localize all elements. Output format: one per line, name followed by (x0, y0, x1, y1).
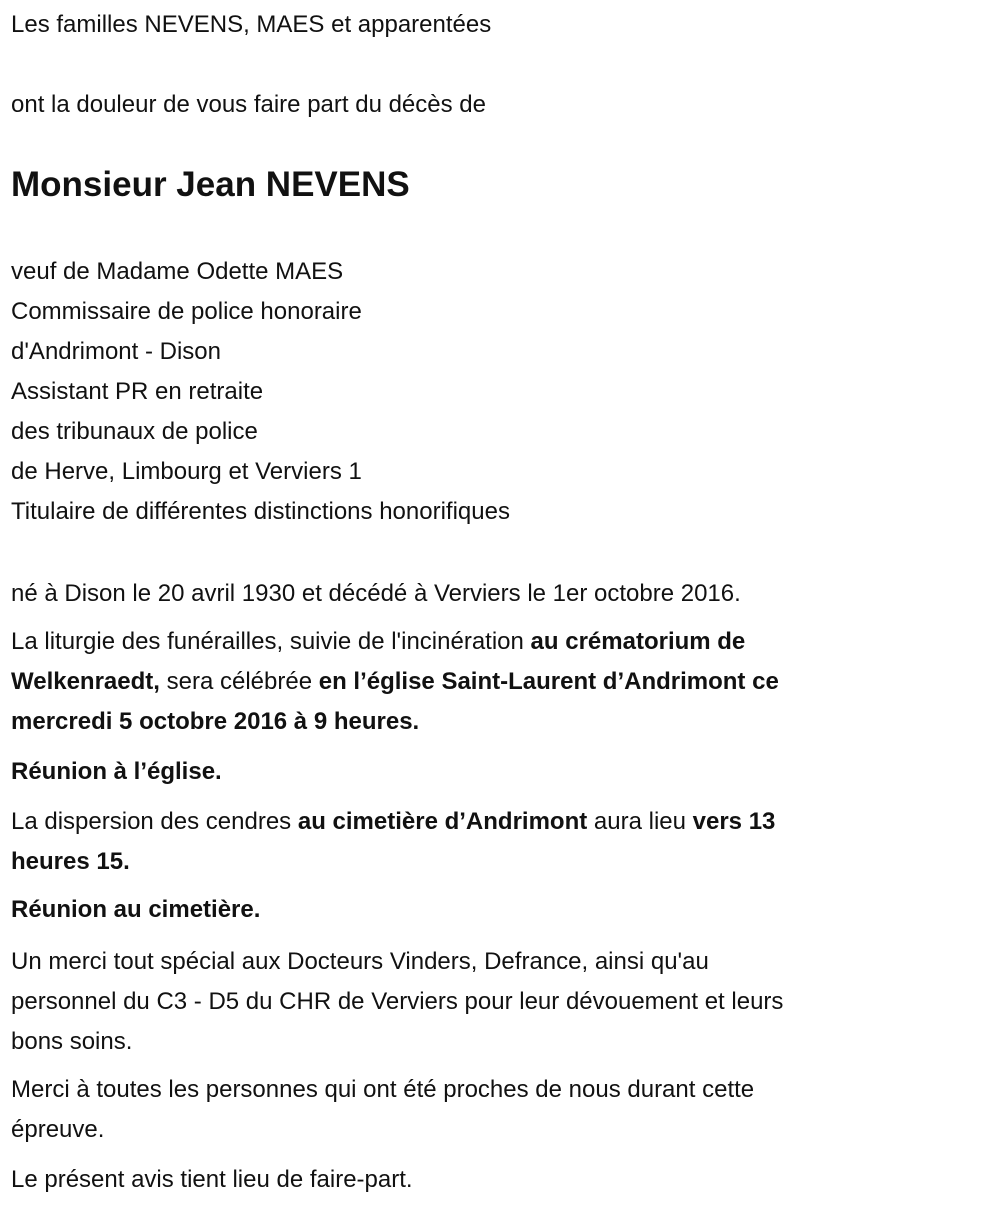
paragraph-line (11, 702, 419, 742)
paragraph-line (11, 574, 741, 614)
detail-line: veuf de Madame Odette MAES (11, 258, 344, 285)
paragraph-line (11, 942, 709, 982)
bold-text: Réunion au cimetière. (11, 896, 261, 923)
text: sera célébrée (159, 668, 319, 695)
detail-line: Commissaire de police honoraire (11, 298, 362, 325)
paragraph-line (11, 662, 779, 702)
paragraph-line (11, 842, 130, 882)
detail-line: de Herve, Limbourg et Verviers 1 (11, 458, 362, 485)
bold-text: Réunion à l’église. (11, 758, 222, 785)
detail-line: Assistant PR en retraite (11, 378, 264, 405)
bold-text: vers 13 (692, 808, 776, 835)
paragraph-line (11, 622, 745, 662)
paragraph-line (11, 752, 222, 792)
text: aura lieu (587, 808, 693, 835)
text: Un merci tout spécial aux Docteurs Vinders, Defrance, ainsi qu'au (11, 948, 709, 975)
detail-line: des tribunaux de police (11, 418, 258, 445)
paragraph-line (11, 982, 783, 1022)
text: personnel du C3 - D5 du CHR de Verviers pour leur dévouement et leurs (11, 988, 784, 1015)
text: Merci à toutes les personnes qui ont été proches de nous durant cette (11, 1076, 755, 1103)
bold-text: au cimetière d’Andrimont (297, 808, 588, 835)
text: épreuve. (11, 1116, 105, 1143)
paragraph-line (11, 890, 260, 930)
paragraph-line (11, 1022, 132, 1062)
paragraph-line (11, 1070, 754, 1110)
bold-text: mercredi 5 octobre 2016 à 9 heures. (11, 708, 420, 735)
paragraph-line (11, 1110, 104, 1150)
detail-line: d'Andrimont - Dison (11, 338, 221, 365)
text: La dispersion des cendres (11, 808, 298, 835)
paragraph-line (11, 1160, 413, 1200)
text: La liturgie des funérailles, suivie de l'incinération (11, 628, 531, 655)
announcement-line: ont la douleur de vous faire part du décès de (11, 91, 486, 118)
text: né à Dison le 20 avril 1930 et décédé à Verviers le 1er octobre 2016. (11, 580, 741, 607)
bold-text: en l’église Saint-Laurent d’Andrimont ce (318, 668, 779, 695)
paragraph-line (11, 802, 775, 842)
deceased-name: Monsieur Jean NEVENS (11, 165, 410, 204)
bold-text: Welkenraedt, (11, 668, 160, 695)
bold-text: au crématorium de (530, 628, 746, 655)
text: Le présent avis tient lieu de faire-part. (11, 1166, 413, 1193)
families-line: Les familles NEVENS, MAES et apparentées (11, 11, 492, 38)
detail-line: Titulaire de différentes distinctions honorifiques (11, 498, 510, 525)
text: bons soins. (11, 1028, 133, 1055)
bold-text: heures 15. (11, 848, 130, 875)
